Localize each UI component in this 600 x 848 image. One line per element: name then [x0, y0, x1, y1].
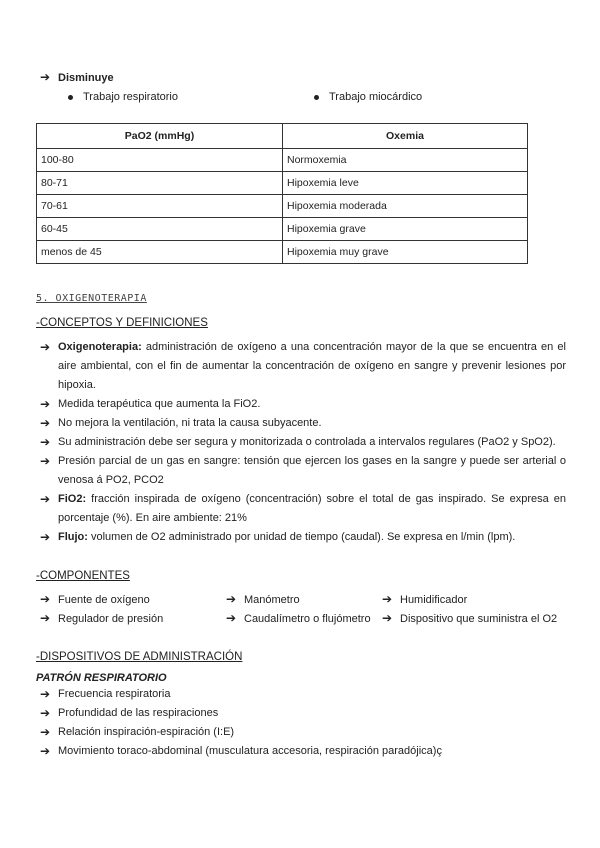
table-cell: 70-61	[37, 195, 283, 218]
arrow-icon: ➔	[40, 454, 51, 468]
table-row	[37, 218, 528, 241]
table-cell: 60-45	[37, 218, 283, 241]
arrow-icon: ➔	[40, 706, 51, 720]
list-item: ➔ Frecuencia respiratoria	[40, 685, 566, 704]
table-cell: 100-80	[37, 149, 283, 172]
bullet-item: Trabajo respiratorio	[68, 88, 178, 107]
table-header-cell: PaO2 (mmHg)	[37, 124, 283, 149]
arrow-icon: ➔	[40, 592, 51, 606]
table-cell: Hipoxemia moderada	[283, 195, 528, 218]
arrow-icon: ➔	[40, 397, 51, 411]
arrow-icon: ➔	[40, 725, 51, 739]
list-item: ➔ Presión parcial de un gas en sangre: tensión que ejercen los gases en la sangre y puede ser arterial o venosa á PO2, PCO2	[40, 454, 566, 486]
list-item: ➔ Flujo: volumen de O2 administrado por unidad de tiempo (caudal). Se expresa en l/min (lpm).	[40, 528, 566, 547]
section-title: 5. OXIGENOTERAPIA	[36, 293, 147, 304]
list-item: ➔ Fuente de oxígeno	[40, 590, 150, 610]
arrow-icon: ➔	[40, 435, 51, 449]
list-item: ➔ Humidificador	[382, 590, 467, 610]
bullet-icon	[314, 95, 319, 100]
oxemia-table	[36, 123, 528, 264]
arrow-icon: ➔	[382, 592, 393, 606]
arrow-icon: ➔	[382, 611, 393, 625]
subsection-title: -COMPONENTES	[36, 570, 130, 582]
table-header-cell: Oxemia	[283, 124, 528, 149]
list-item: ➔ Oxigenoterapia: administración de oxígeno a una concentración mayor de la que se encuentra en el aire ambiental, con el fin de aumentar la concentración de oxígeno en sangre y prevenir lesiones por hipoxia.	[40, 340, 566, 391]
table-header-row	[37, 124, 528, 149]
table-row	[37, 149, 528, 172]
table-cell: Hipoxemia muy grave	[283, 241, 528, 264]
subsection-title: -DISPOSITIVOS DE ADMINISTRACIÓN	[36, 651, 243, 663]
list-item: ➔ Relación inspiración-espiración (I:E)	[40, 723, 566, 742]
arrow-icon: ➔	[40, 70, 51, 84]
table-row	[37, 195, 528, 218]
table-cell: Hipoxemia leve	[283, 172, 528, 195]
table-cell: Normoxemia	[283, 149, 528, 172]
arrow-icon: ➔	[40, 530, 51, 544]
table-cell: Hipoxemia grave	[283, 218, 528, 241]
table-cell: menos de 45	[37, 241, 283, 264]
arrow-icon: ➔	[226, 611, 237, 625]
patron-title: PATRÓN RESPIRATORIO	[36, 672, 167, 684]
table-cell: 80-71	[37, 172, 283, 195]
arrow-icon: ➔	[40, 687, 51, 701]
arrow-icon: ➔	[40, 416, 51, 430]
list-item: ➔ Movimiento toraco-abdominal (musculatura accesoria, respiración paradójica)ç	[40, 742, 566, 761]
bullet-icon	[68, 95, 73, 100]
list-item: ➔ Regulador de presión	[40, 609, 163, 629]
arrow-icon: ➔	[226, 592, 237, 606]
arrow-icon: ➔	[40, 492, 51, 506]
list-item: ➔ Su administración debe ser segura y monitorizada o controlada a intervalos regulares (PaO2 y SpO2).	[40, 433, 566, 452]
arrow-icon: ➔	[40, 340, 51, 354]
table-row	[37, 172, 528, 195]
list-item: ➔ Dispositivo que suministra el O2	[382, 609, 557, 629]
list-item: ➔ FiO2: fracción inspirada de oxígeno (concentración) sobre el total de gas inspirado. Se expresa en porcentaje (%). En aire ambiente: 21%	[40, 492, 566, 524]
list-item: ➔ Caudalímetro o flujómetro	[226, 609, 371, 629]
list-item: ➔ Profundidad de las respiraciones	[40, 704, 566, 723]
list-item: ➔ Manómetro	[226, 590, 300, 610]
disminuye-heading: ➔ Disminuye	[40, 68, 114, 88]
arrow-icon: ➔	[40, 744, 51, 758]
patron-list	[40, 685, 566, 761]
bullet-item: Trabajo miocárdico	[314, 88, 422, 107]
list-item: ➔ No mejora la ventilación, ni trata la causa subyacente.	[40, 414, 566, 433]
conceptos-list	[40, 338, 566, 547]
table-row	[37, 241, 528, 264]
subsection-title: -CONCEPTOS Y DEFINICIONES	[36, 317, 208, 329]
list-item: ➔ Medida terapéutica que aumenta la FiO2.	[40, 395, 566, 414]
arrow-icon: ➔	[40, 611, 51, 625]
